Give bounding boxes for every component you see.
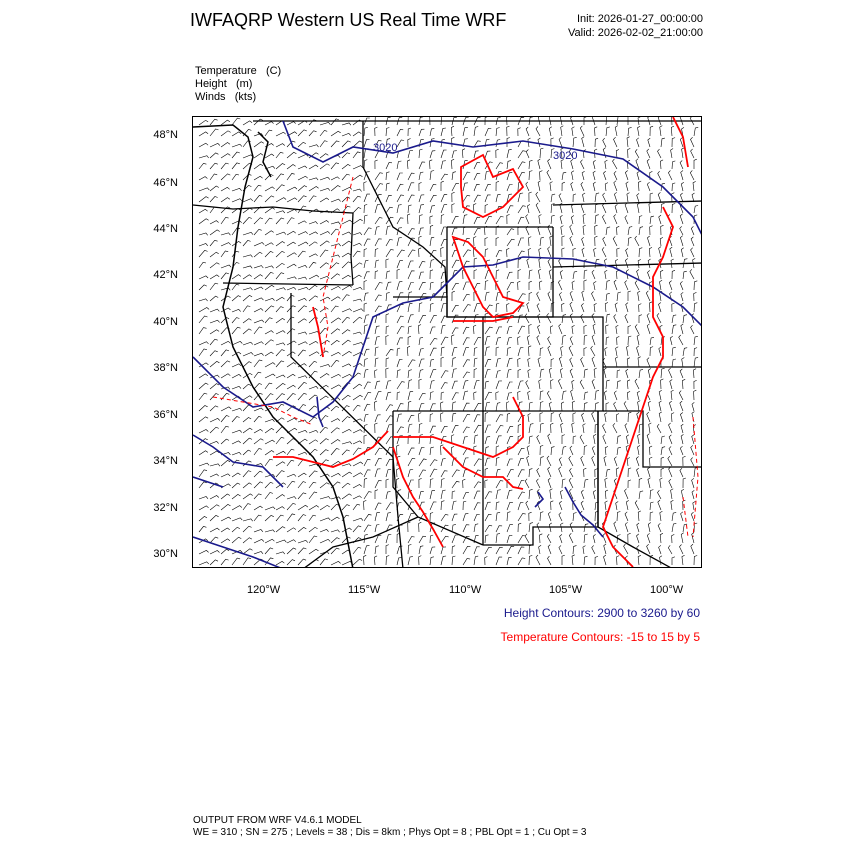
lon-label-120: 120°W [247,584,281,596]
field-height [195,78,252,90]
map-panel [192,116,702,568]
field-height-unit: (m) [235,78,253,90]
lon-label-105: 105°W [549,584,583,596]
height-contour-label-1: 3020 [373,142,398,154]
lon-label-110: 110°W [449,584,482,596]
field-temperature-name: Temperature [195,65,257,77]
map-canvas [193,117,702,568]
lat-label-42: 42°N [153,269,178,281]
lat-label-44: 44°N [153,223,178,235]
field-winds [195,91,256,103]
height-contour-label-2: 3020 [553,150,578,162]
lat-label-36: 36°N [153,409,178,421]
field-winds-unit: (kts) [234,91,257,103]
model-settings: WE = 310 ; SN = 275 ; Levels = 38 ; Dis = 8km ; Phys Opt = 8 ; PBL Opt = 1 ; Cu Opt = 3 [193,827,587,838]
init-time: Init: 2026-01-27_00:00:00 [577,13,703,25]
valid-time: Valid: 2026-02-02_21:00:00 [568,27,703,39]
lat-label-32: 32°N [153,502,178,514]
lat-label-48: 48°N [153,129,178,141]
field-winds-name: Winds [195,91,226,103]
lat-label-46: 46°N [153,177,178,189]
wind-barb-field [199,117,698,565]
lat-label-34: 34°N [153,455,178,467]
lon-label-115: 115°W [348,584,381,596]
temperature-contours-legend: Temperature Contours: -15 to 15 by 5 [500,630,700,644]
height-contours [193,121,702,568]
coastline [193,125,353,568]
lat-label-38: 38°N [153,362,178,374]
wind-barbs [199,117,698,565]
model-info: OUTPUT FROM WRF V4.6.1 MODEL [193,815,362,826]
map-title: IWFAQRP Western US Real Time WRF [190,10,507,30]
field-temperature [195,65,281,77]
height-contours-legend: Height Contours: 2900 to 3260 by 60 [503,606,700,620]
state-borders [193,121,702,568]
lon-label-100: 100°W [650,584,684,596]
lat-label-40: 40°N [153,316,178,328]
field-height-name: Height [195,78,227,90]
field-temperature-unit: (C) [265,65,282,77]
lat-label-30: 30°N [153,548,178,560]
